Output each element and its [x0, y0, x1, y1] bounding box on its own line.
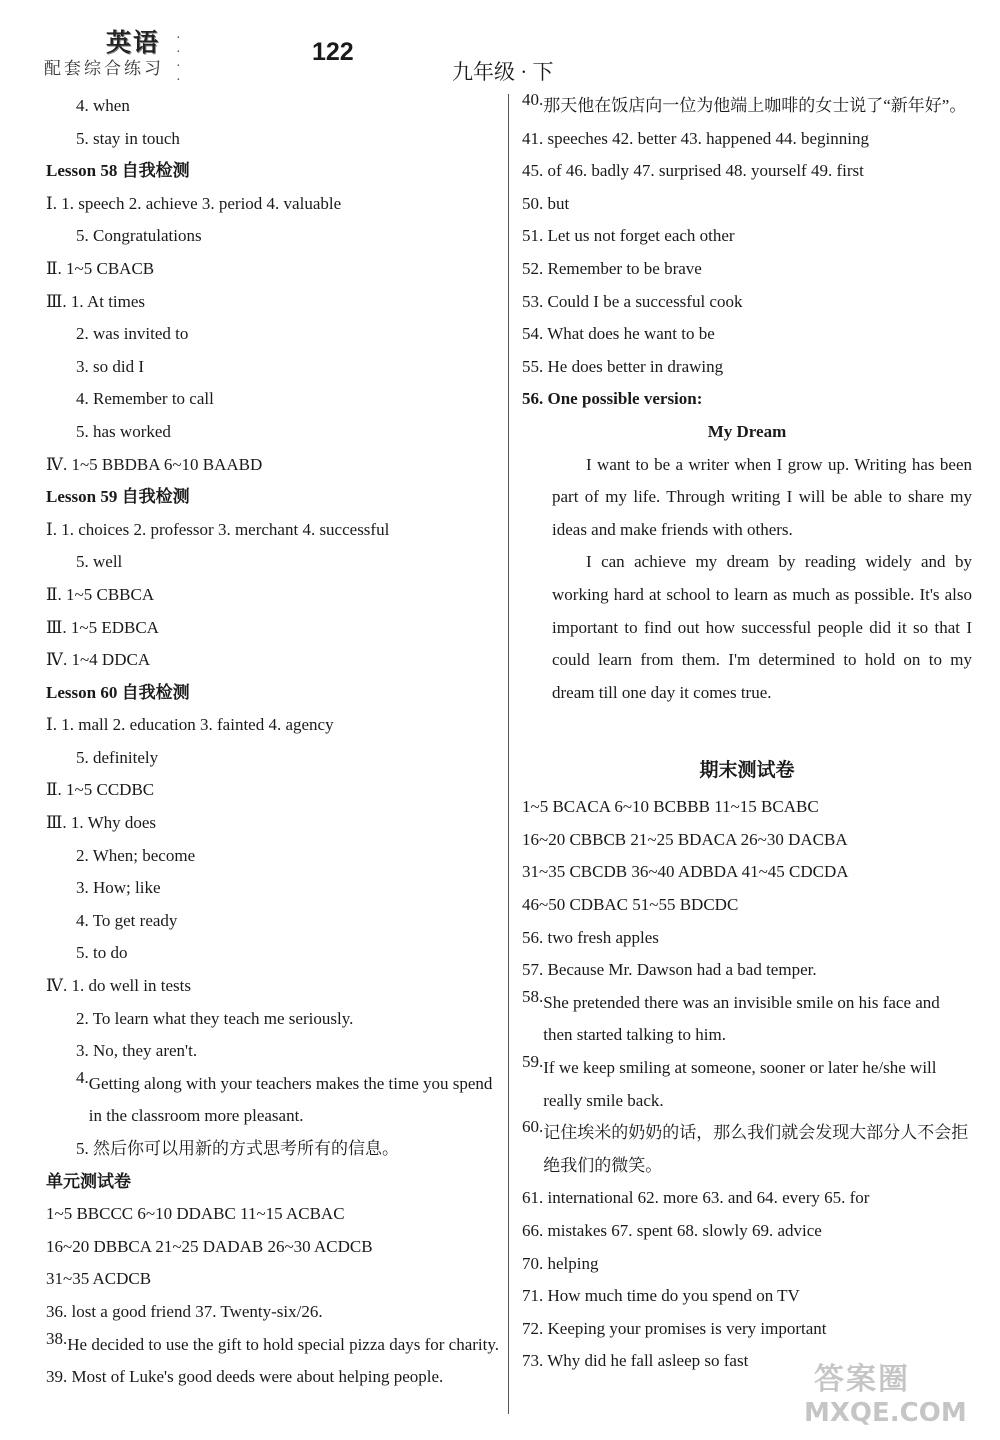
section-heading: Lesson 59 自我检测 [46, 487, 190, 507]
answer-line: 56. two fresh apples [522, 927, 659, 947]
section-heading: 单元测试卷 [46, 1171, 131, 1191]
answer-line: 3. How; like [76, 878, 161, 898]
answer-line: Ⅳ. 1~5 BBDBA 6~10 BAABD [46, 454, 263, 474]
answer-number: 38. [46, 1328, 68, 1348]
section-heading: 期末测试卷 [699, 760, 795, 782]
answer-line: 61. international 62. more 63. and 64. every 65. for [522, 1188, 870, 1208]
answer-line: 16~20 CBBCB 21~25 BDACA 26~30 DACBA [522, 829, 848, 849]
answer-line: 1~5 BCACA 6~10 BCBBB 11~15 BCABC [522, 797, 819, 817]
answer-line: 72. Keeping your promises is very important [522, 1318, 827, 1338]
answer-number: 58. [522, 986, 544, 1006]
answer-line: 2. To learn what they teach me seriously. [76, 1008, 354, 1028]
answer-line: 1~5 BBCCC 6~10 DDABC 11~15 ACBAC [46, 1204, 345, 1224]
answer-number: 40. [522, 90, 544, 109]
answer-line: Ⅳ. 1~4 DDCA [46, 650, 151, 670]
watermark-url: MXQE.COM [804, 1398, 967, 1428]
answer-line: 51. Let us not forget each other [522, 226, 735, 246]
answer-line: 5. to do [76, 943, 128, 963]
answer-line: 31~35 CBCDB 36~40 ADBDA 41~45 CDCDA [522, 862, 849, 882]
answer-line: 70. helping [522, 1253, 599, 1273]
answer-line: Ⅰ. 1. mall 2. education 3. fainted 4. agency [46, 715, 334, 735]
answer-line [522, 90, 972, 123]
answer-line: 4. To get ready [76, 910, 178, 930]
watermark-text: 答案圈 [814, 1362, 910, 1397]
answer-text: If we keep smiling at someone, sooner or later he/she will really smile back. [543, 1058, 937, 1110]
answer-number: 4. [76, 1067, 89, 1087]
logo-title: 英语 [106, 30, 161, 57]
answer-line: 4. when [76, 96, 130, 115]
essay-title: My Dream [707, 421, 787, 441]
page-header [0, 0, 1000, 88]
grade-label: 九年级 · 下 [452, 60, 554, 84]
page-number: 122 [312, 38, 354, 66]
answer-line: 50. but [522, 193, 570, 213]
answer-line: 3. No, they aren't. [76, 1041, 198, 1061]
logo-subtitle: 配套综合练习 [44, 59, 164, 78]
answer-line: 36. lost a good friend 37. Twenty-six/26. [46, 1301, 323, 1321]
watermark-logo [804, 1354, 994, 1438]
right-column [522, 90, 972, 1378]
answer-line [522, 987, 972, 1052]
column-divider [508, 94, 509, 1414]
answer-line: 53. Could I be a successful cook [522, 291, 743, 311]
answer-line: 46~50 CDBAC 51~55 BDCDC [522, 895, 739, 915]
answer-line: 2. When; become [76, 845, 196, 865]
answer-text: 那天他在饭店向一位为他端上咖啡的女士说了“新年好”。 [543, 96, 967, 115]
answer-line: 16~20 DBBCA 21~25 DADAB 26~30 ACDCB [46, 1236, 373, 1256]
answer-line: 5. 然后你可以用新的方式思考所有的信息。 [76, 1139, 399, 1158]
answer-line: Ⅲ. 1~5 EDBCA [46, 617, 159, 637]
answer-line: Ⅳ. 1. do well in tests [46, 976, 191, 996]
answer-line: 4. Remember to call [76, 389, 214, 409]
essay-paragraph: I want to be a writer when I grow up. Writing has been part of my life. Through writing I will be able to share my ideas and make friends with others. [552, 454, 972, 539]
answer-line: 66. mistakes 67. spent 68. slowly 69. advice [522, 1221, 822, 1240]
answer-line: 5. well [76, 552, 123, 572]
answer-line: Ⅱ. 1~5 CBBCA [46, 584, 155, 604]
answer-line: Ⅲ. 1. At times [46, 291, 146, 311]
answer-line: 56. One possible version: [522, 389, 703, 409]
answer-line: 45. of 46. badly 47. surprised 48. yourself 49. first [522, 161, 864, 181]
answer-line: 5. stay in touch [76, 128, 180, 148]
answer-text: Getting along with your teachers makes the time you spend in the classroom more pleasant. [88, 1073, 493, 1126]
answer-line: 52. Remember to be brave [522, 258, 702, 278]
answer-line: 5. definitely [76, 747, 159, 767]
answer-text: He decided to use the gift to hold special pizza days for charity. [67, 1334, 500, 1354]
essay-paragraph: I can achieve my dream by reading widely and by working hard at school to learn as much as possible. It's also important to find out how successful people did it so that I could learn from them. I'm determined to hold on to my dream till one day it comes true. [552, 552, 972, 702]
answer-line: 31~35 ACDCB [46, 1269, 152, 1289]
answer-line [46, 1068, 504, 1133]
left-column [46, 90, 504, 1394]
answer-number: 60. [522, 1117, 544, 1137]
answer-line [522, 1117, 972, 1182]
answer-line: 2. was invited to [76, 324, 189, 344]
answer-line: 5. Congratulations [76, 226, 202, 246]
answer-line: 57. Because Mr. Dawson had a bad temper. [522, 960, 817, 980]
answer-text: She pretended there was an invisible smile on his face and then started talking to him. [543, 992, 940, 1045]
answer-line: 71. How much time do you spend on TV [522, 1286, 800, 1306]
answer-line: Ⅲ. 1. Why does [46, 813, 157, 833]
answer-line: Ⅰ. 1. choices 2. professor 3. merchant 4. successful [46, 519, 390, 539]
answer-line: 73. Why did he fall asleep so fast [522, 1351, 749, 1371]
answer-line: 3. so did I [76, 356, 144, 376]
logo-dot-divider: · · · · [176, 31, 181, 88]
answer-line [46, 1329, 504, 1362]
section-heading: Lesson 60 自我检测 [46, 682, 190, 702]
answer-line: 55. He does better in drawing [522, 356, 724, 376]
answer-line: Ⅰ. 1. speech 2. achieve 3. period 4. valuable [46, 193, 342, 213]
answer-line: 41. speeches 42. better 43. happened 44. beginning [522, 128, 869, 148]
section-heading: Lesson 58 自我检测 [46, 161, 190, 181]
answer-text: 记住埃米的奶奶的话，那么我们就会发现大部分人不会拒绝我们的微笑。 [543, 1123, 969, 1175]
book-logo [44, 30, 194, 80]
spacer [522, 709, 972, 751]
answer-number: 59. [522, 1052, 544, 1072]
answer-line: 54. What does he want to be [522, 324, 715, 344]
answer-line: 5. has worked [76, 421, 171, 441]
answer-line [522, 1052, 972, 1117]
answer-line: 39. Most of Luke's good deeds were about helping people. [46, 1367, 444, 1387]
answer-line: Ⅱ. 1~5 CBACB [46, 258, 155, 278]
answer-line: Ⅱ. 1~5 CCDBC [46, 780, 155, 800]
